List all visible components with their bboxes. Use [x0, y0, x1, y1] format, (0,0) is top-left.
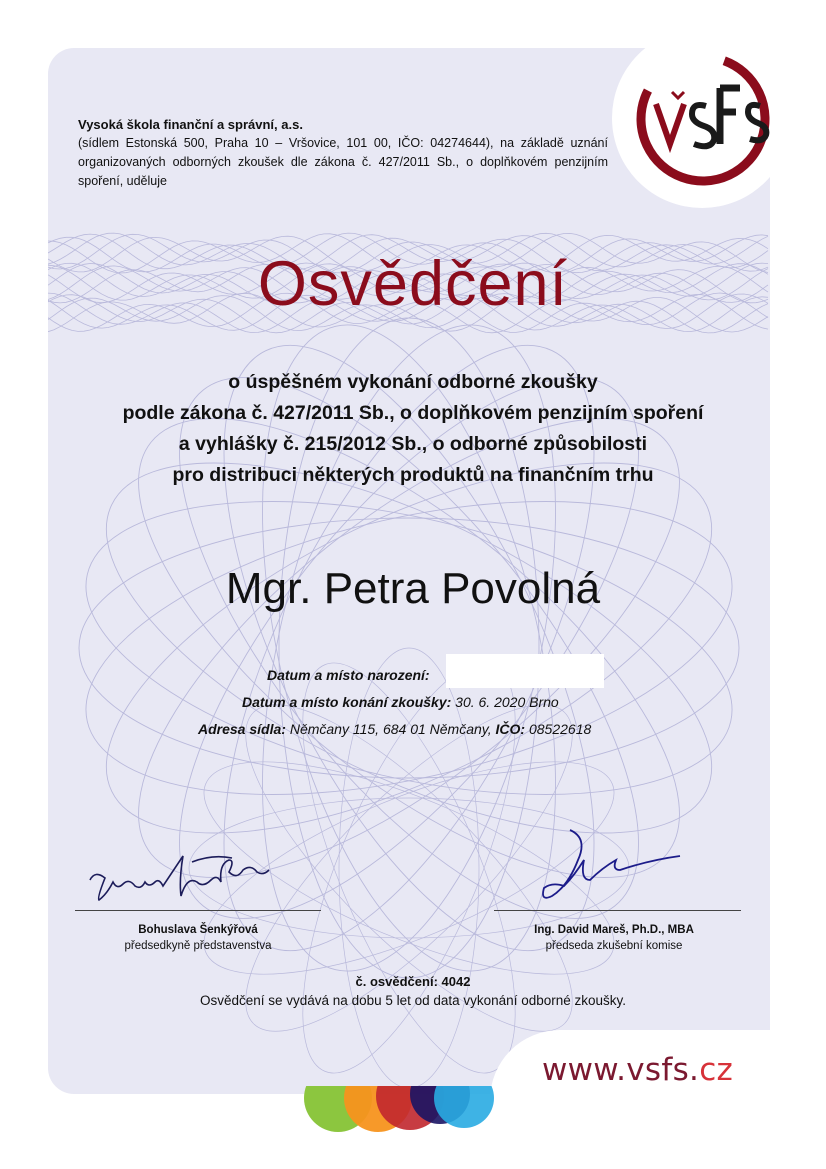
- certificate-number-value: 4042: [441, 974, 471, 989]
- subtitle-line: a vyhlášky č. 215/2012 Sb., o odborné způsobilosti: [178, 433, 648, 455]
- address-label: Adresa sídla:: [198, 721, 286, 737]
- certificate-title: Osvědčení: [257, 249, 569, 319]
- certificate-number-label: č. osvědčení:: [355, 974, 438, 989]
- issuer-block: [78, 115, 608, 191]
- signature-line-right: [494, 910, 741, 911]
- signatory-name: Bohuslava Šenkýřová: [138, 924, 258, 936]
- ico-value: 08522618: [528, 721, 592, 737]
- certificate-number: [0, 974, 826, 989]
- website-url-tld: cz: [699, 1052, 734, 1088]
- ico-label: IČO:: [495, 721, 526, 737]
- brand-circles: [300, 1086, 500, 1146]
- subtitle-line: podle zákona č. 427/2011 Sb., o doplňkovém penzijním spoření: [122, 402, 704, 424]
- birth-label: Datum a místo narození:: [267, 667, 430, 683]
- certificate-subtitle: [0, 367, 826, 491]
- guilloche-ellipse: [339, 648, 479, 1088]
- subtitle-line: pro distribuci některých produktů na finančním trhu: [172, 464, 654, 486]
- vsfs-logo: [628, 44, 778, 194]
- website-url[interactable]: [542, 1052, 733, 1088]
- address-row: [198, 721, 591, 737]
- validity-note: Osvědčení se vydává na dobu 5 let od data vykonání odborné zkoušky.: [199, 993, 627, 1008]
- redacted-birth-info: [446, 654, 604, 688]
- exam-value: 30. 6. 2020 Brno: [455, 694, 559, 710]
- holder-name: Mgr. Petra Povolná: [225, 564, 601, 613]
- website-block: [490, 1030, 826, 1169]
- subtitle-line: o úspěšném vykonání odborné zkoušky: [228, 371, 598, 393]
- issuer-description: (sídlem Estonská 500, Praha 10 – Vršovice, 101 00, IČO: 04274644), na základě uznání organizovaných odborných zkoušek dle zákona č. 427/2011 Sb., o doplňkovém penzijním spoření, uděluje: [78, 136, 608, 188]
- exam-label: Datum a místo konání zkoušky:: [242, 694, 452, 710]
- birth-row: [267, 667, 430, 683]
- signature-line-left: [75, 910, 321, 911]
- signature-mares: [530, 826, 700, 908]
- address-value: Němčany 115, 684 01 Němčany,: [289, 721, 492, 737]
- signature-senkyrova: [80, 850, 320, 910]
- exam-row: [242, 694, 559, 710]
- signatory-name: Ing. David Mareš, Ph.D., MBA: [534, 924, 694, 936]
- issuer-name: Vysoká škola finanční a správní, a.s.: [78, 117, 303, 132]
- signatory-role: předsedkyně představenstva: [124, 940, 272, 952]
- signatory-role: předseda zkušební komise: [545, 940, 683, 952]
- website-url-main: www.vsfs.: [542, 1052, 700, 1088]
